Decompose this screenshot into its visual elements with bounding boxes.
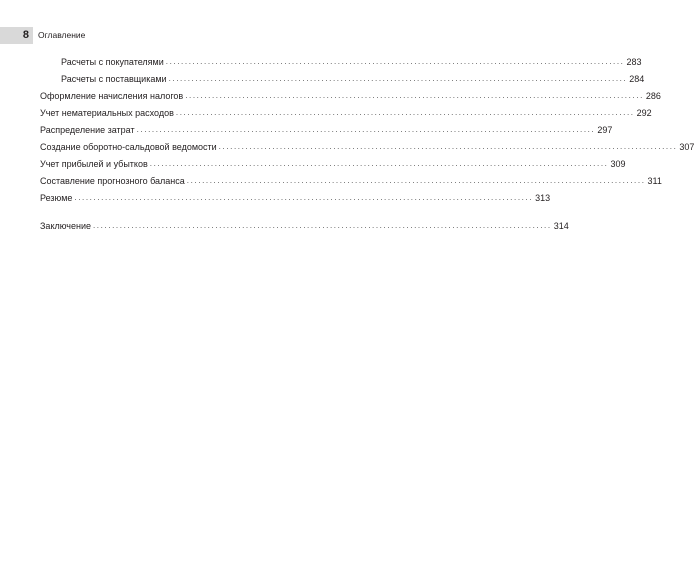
toc-entry	[40, 106, 652, 119]
toc-entry-title: Учет нематериальных расходов	[40, 108, 174, 118]
toc-entry-page: 309	[610, 159, 626, 169]
toc-entry-title: Создание оборотно-сальдовой ведомости	[40, 142, 217, 152]
toc-entry-page: 283	[626, 57, 642, 67]
toc-entry-title: Оформление начисления налогов	[40, 91, 184, 101]
toc-entry	[40, 219, 569, 232]
running-header-title: Оглавление	[38, 30, 86, 40]
toc-entry-title: Расчеты с поставщиками	[61, 74, 167, 84]
toc-dot-leader: ........................................................................................................................	[186, 176, 646, 185]
toc-entry	[40, 174, 662, 187]
toc-dot-leader: ........................................................................................................................	[185, 91, 644, 100]
toc-dot-leader: ........................................................................................................................	[136, 125, 596, 134]
toc-entry	[40, 123, 613, 136]
toc-entry	[40, 140, 694, 153]
toc-dot-leader: ........................................................................................................................	[168, 74, 628, 83]
toc-entry-page: 292	[636, 108, 652, 118]
toc-entry-title: Распределение затрат	[40, 125, 135, 135]
toc-dot-leader: ........................................................................................................................	[92, 221, 552, 230]
toc-entry-page: 313	[535, 193, 551, 203]
toc-entry-page: 307	[679, 142, 694, 152]
toc-dot-leader: ........................................................................................................................	[74, 193, 534, 202]
toc-entry-title: Заключение	[40, 221, 91, 231]
toc-dot-leader: ........................................................................................................................	[218, 142, 678, 151]
toc-entry-page: 284	[629, 74, 645, 84]
page-number-box	[0, 27, 33, 44]
page-header	[0, 27, 404, 44]
toc-entry-page: 314	[553, 221, 569, 231]
toc-entry	[61, 55, 642, 68]
toc-entry-page: 297	[597, 125, 613, 135]
toc-entry-title: Резюме	[40, 193, 73, 203]
toc-entry	[40, 191, 551, 204]
toc-entry-page: 311	[647, 176, 662, 186]
toc-entry-title: Учет прибылей и убытков	[40, 159, 148, 169]
page-number: 8	[22, 29, 29, 41]
toc-entry	[40, 89, 661, 102]
toc-dot-leader: ........................................................................................................................	[175, 108, 635, 117]
toc-entry-title: Расчеты с покупателями	[61, 57, 164, 67]
toc-entry	[61, 72, 645, 85]
toc-entry-page: 286	[645, 91, 661, 101]
toc-dot-leader: ........................................................................................................................	[149, 159, 609, 168]
toc-dot-leader: ........................................................................................................................	[165, 57, 625, 66]
toc-entry	[40, 157, 626, 170]
toc-entry-title: Составление прогнозного баланса	[40, 176, 185, 186]
